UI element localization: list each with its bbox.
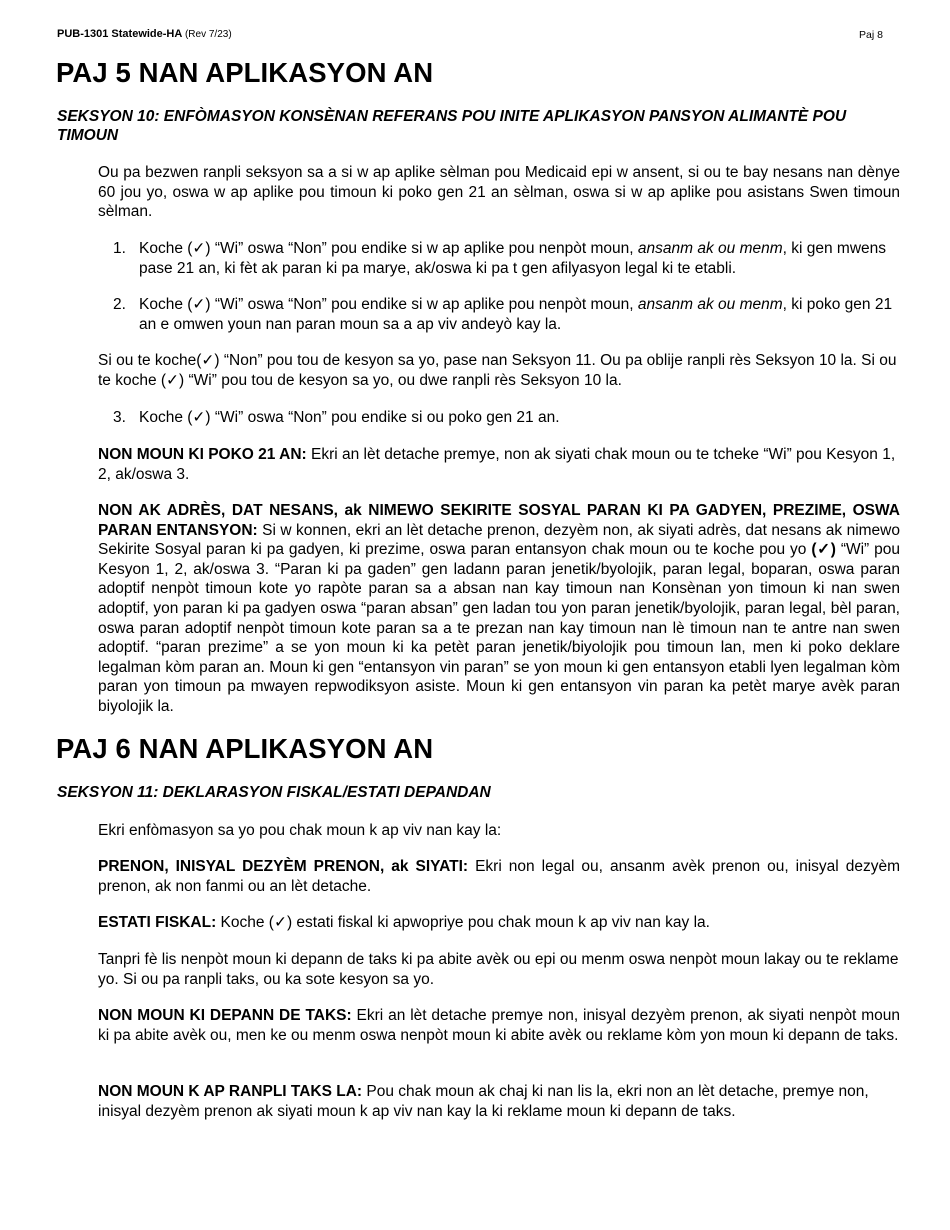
field-text-a: Si w konnen, ekri an lèt detache prenon, dezyèm non, ak siyati adrès, dat nesans ak nimewo Sekirite Sosyal paran ki pa gadyen, ki prezime, oswa paran entansyon chak moun ou te koche pou yo	[98, 521, 900, 559]
page-number: Paj 8	[859, 29, 883, 41]
question-1	[113, 239, 898, 278]
tax-dependents-instructions	[98, 1006, 900, 1045]
question-text: Koche (✓) “Wi” oswa “Non” pou endike si ou poko gen 21 an.	[139, 409, 560, 426]
field-label: NON MOUN KI DEPANN DE TAKS:	[98, 1007, 352, 1024]
page6-heading: PAJ 6 NAN APLIKASYON AN	[56, 733, 434, 764]
parent-info-instructions	[98, 501, 900, 717]
document-code: PUB-1301 Statewide-HA	[57, 28, 182, 40]
question-emphasis: ansanm ak ou menm	[637, 296, 783, 313]
question-2	[113, 295, 898, 334]
field-label: ESTATI FISKAL:	[98, 914, 217, 931]
question-number: 2.	[113, 296, 126, 313]
question-text-b: , ki poko gen 21 an e omwen youn nan paran moun sa a ap viv andeyò kay la.	[139, 296, 893, 333]
revision-date: (Rev 7/23)	[184, 29, 232, 40]
document-id	[57, 28, 232, 40]
field-label: NON MOUN K AP RANPLI TAKS LA:	[98, 1083, 363, 1100]
question-3	[113, 408, 898, 428]
section10-title: SEKSYON 10: ENFÒMASYON KONSÈNAN REFERANS POU INITE APLIKASYON PANSYON ALIMANTÈ POU TIMOUN	[57, 108, 847, 144]
question-text	[139, 239, 898, 278]
checkmark-symbol: (✓)	[811, 541, 836, 559]
tax-filer-instructions	[98, 1082, 900, 1121]
section11-intro: Ekri enfòmasyon sa yo pou chak moun k ap viv nan kay la:	[98, 822, 502, 839]
field-label: NON MOUN KI POKO 21 AN:	[98, 446, 307, 463]
question-text-b: , ki gen mwens pase 21 an, ki fèt ak paran ki pa marye, ak/oswa ki pa t gen afilyasyon legal ki te etabli.	[139, 240, 887, 277]
question-emphasis: ansanm ak ou menm	[637, 240, 783, 257]
question-text-a: Koche (✓) “Wi” oswa “Non” pou endike si w ap aplike pou nenpòt moun,	[139, 240, 638, 257]
section11-title: SEKSYON 11: DEKLARASYON FISKAL/ESTATI DEPANDAN	[57, 784, 491, 801]
section10-intro: Ou pa bezwen ranpli seksyon sa a si w ap aplike sèlman pou Medicaid epi w ansent, si ou te bay nesans nan dènye 60 jou yo, oswa w ap aplike pou timoun ki poko gen 21 an sèlman, oswa si w ap aplike pou asistans Swen timoun sèlman.	[98, 164, 900, 221]
tax-status-instructions	[98, 913, 900, 933]
question-number: 3.	[113, 409, 126, 426]
under21-instructions	[98, 445, 900, 484]
field-text-b: “Wi” pou Kesyon 1, 2, ak/oswa 3. “Paran ki pa gaden” gen ladann paran jenetik/byolojik, paran legal, boparan, oswa paran adoptif nenpòt timoun kote yo rapòte paran sa a absan nan kay timoun nan Konsènan yon timoun ki nan swen adoptif, yon paran ki pa gadyen oswa “paran absan” gen ladan tou yon paran jenetik/byolojik, paran legal, bèl paran, oswa paran adoptif nenpòt timoun kote paran sa a te prezan nan kay timoun nan lè timoun nan te antre nan swen adoptif. “paran prezime” a se yon moun ki ka petèt paran jenetik/biyolojik pou timoun lan, men ki poko deklare legalman kòm paran an. Moun ki gen “entansyon vin paran” se yon moun ki gen entansyon etabli lyen legalman kòm paran yon timoun pa mwayen repwodiksyon asiste. Moun ki gen entansyon vin paran ka petèt marye avèk paran biyolojik la.	[98, 541, 900, 715]
field-text: Ekri an lèt detache premye non, inisyal dezyèm prenon, ak siyati nenpòt moun ki pa abite avèk ou, men ke ou menm oswa nenpòt moun ki abite avèk ou reklame kòm yon moun ki depann de taks.	[98, 1007, 901, 1044]
question-text	[139, 295, 898, 334]
field-text: Pou chak moun ak chaj ki nan lis la, ekri non an lèt detache, premye non, inisyal dezyèm prenon ak siyati moun k ap viv nan kay la ki reklame moun ki depann de taks.	[98, 1083, 869, 1120]
name-instructions	[98, 857, 900, 896]
question-text-a: Koche (✓) “Wi” oswa “Non” pou endike si w ap aplike pou nenpòt moun,	[139, 296, 638, 313]
page5-heading: PAJ 5 NAN APLIKASYON AN	[56, 57, 434, 88]
field-text: Ekri non legal ou, ansanm avèk prenon ou, inisyal dezyèm prenon, ak non fanmi ou an lèt detache.	[98, 858, 900, 895]
field-text: Ekri an lèt detache premye, non ak siyati chak moun ou te tcheke “Wi” pou Kesyon 1, 2, ak/oswa 3.	[98, 446, 896, 483]
question-number: 1.	[113, 240, 126, 257]
section10-note: Si ou te koche(✓) “Non” pou tou de kesyon sa yo, pase nan Seksyon 11. Ou pa oblije ranpli rès Seksyon 10 la. Si ou te koche (✓) “Wi” pou tou de kesyon sa yo, ou dwe ranpli rès Seksyon 10 la.	[98, 352, 897, 389]
field-label: NON AK ADRÈS, DAT NESANS, ak NIMEWO SEKIRITE SOSYAL PARAN KI PA GADYEN, PREZIME, OSWA PARAN ENTANSYON:	[98, 502, 900, 539]
dependents-note: Tanpri fè lis nenpòt moun ki depann de taks ki pa abite avèk ou epi ou menm oswa nenpòt moun lakay ou te reklame yo. Si ou pa ranpli taks, ou ka sote kesyon sa yo.	[98, 951, 899, 988]
field-text: Koche (✓) estati fiskal ki apwopriye pou chak moun k ap viv nan kay la.	[216, 914, 710, 931]
field-label: PRENON, INISYAL DEZYÈM PRENON, ak SIYATI:	[98, 858, 469, 875]
